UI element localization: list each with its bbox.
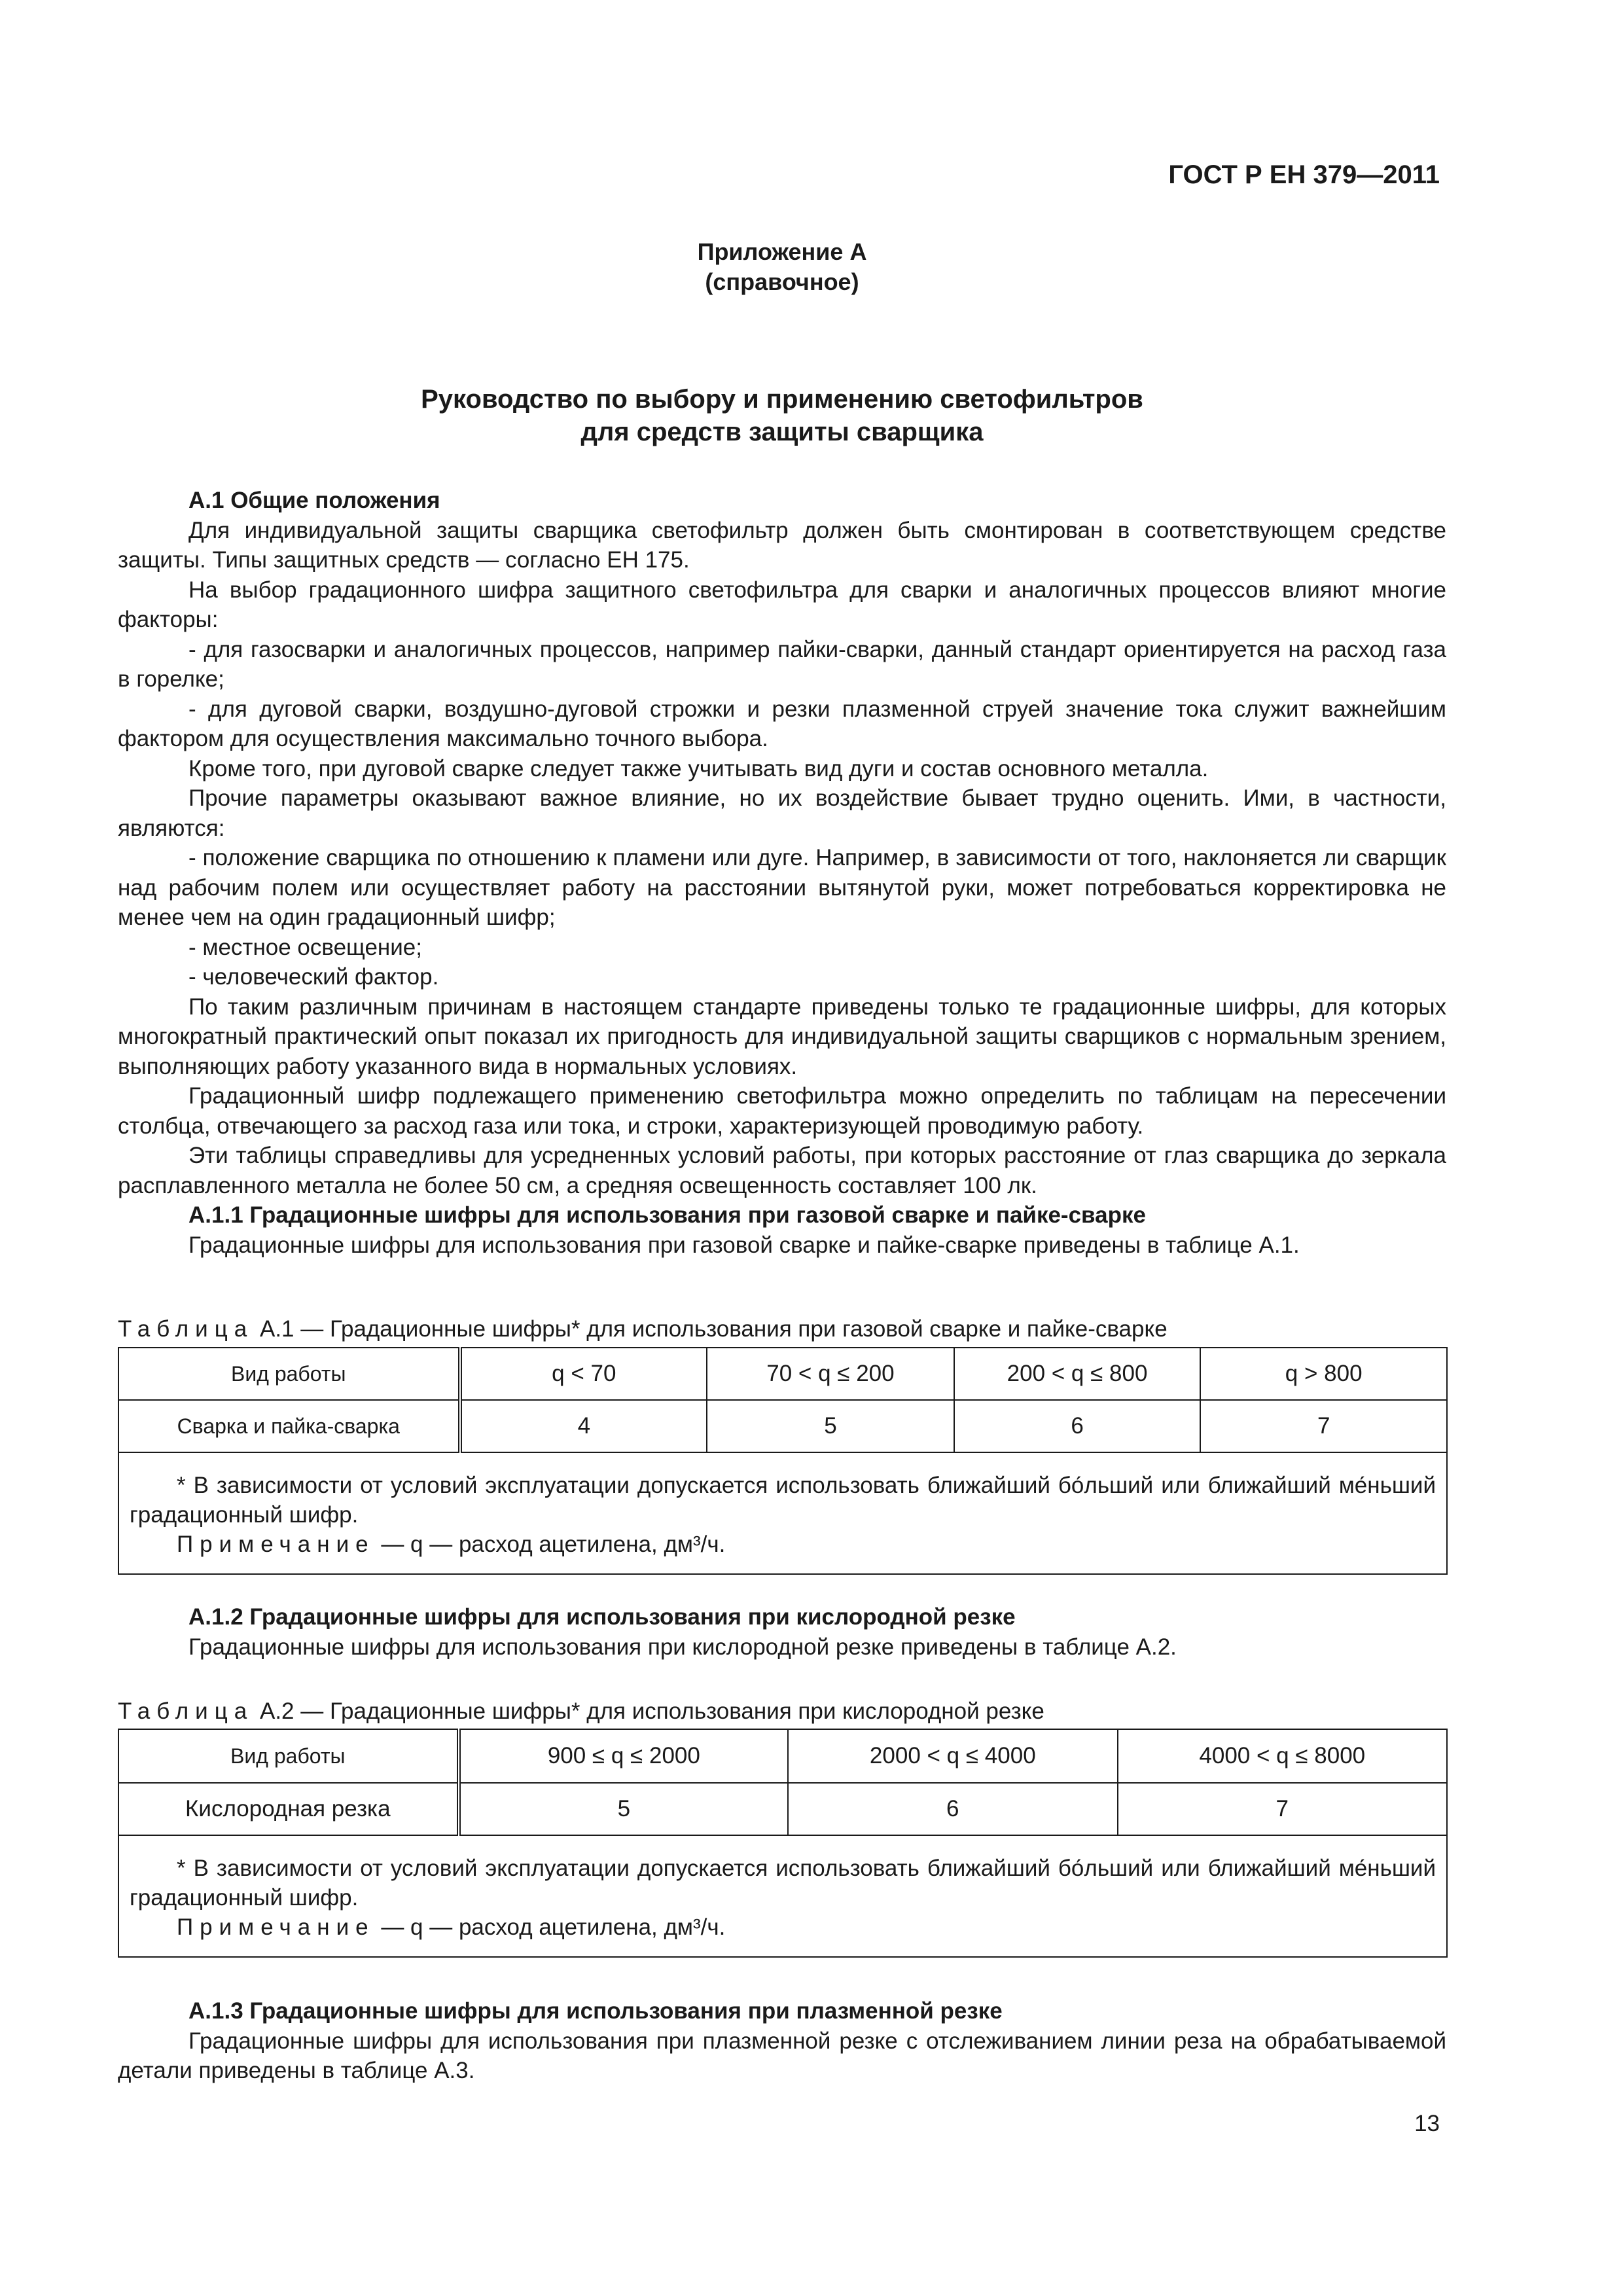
table1-caption-text: А.1 — Градационные шифры* для использования при газовой сварке и пайке-сварке [259, 1316, 1168, 1342]
table1-header-cell: 200 < q ≤ 800 [954, 1348, 1201, 1400]
table2-header-cell: Вид работы [118, 1729, 459, 1783]
appendix-heading [118, 237, 1446, 297]
section-a1 [118, 486, 1446, 1260]
paragraph: Градационные шифры для использования при кислородной резке приведены в таблице А.2. [188, 1634, 1177, 1660]
paragraph: Прочие параметры оказывают важное влияние, но их воздействие бывает трудно оценить. Ими, в частности, являются: [118, 785, 1446, 841]
table1-note-text: — q — расход ацетилена, дм³/ч. [381, 1531, 726, 1557]
list-item: - для газосварки и аналогичных процессов, например пайки-сварки, данный стандарт ориентируется на расход газа в горелке; [118, 636, 1446, 692]
table1-header-cell: q < 70 [460, 1348, 707, 1400]
page-number: 13 [1414, 2111, 1440, 2136]
table2-caption-text: А.2 — Градационные шифры* для использования при кислородной резке [259, 1698, 1044, 1724]
table2-footnote: * В зависимости от условий эксплуатации допускается использовать ближайший бо́льший или ближайший ме́ньший градационный шифр. [130, 1855, 1436, 1910]
table1-caption [118, 1314, 1446, 1344]
table2-caption [118, 1696, 1446, 1726]
paragraph: Эти таблицы справедливы для усредненных условий работы, при которых расстояние от глаз сварщика до зеркала расплавленного металла не более 50 см, а средняя освещенность составляет 100 лк. [118, 1143, 1446, 1198]
table2-header-row [118, 1729, 1447, 1783]
table1-header-cell: Вид работы [118, 1348, 460, 1400]
main-title-line2: для средств защиты сварщика [580, 418, 984, 446]
table2-cell: Кислородная резка [118, 1783, 459, 1835]
table2-header-cell: 2000 < q ≤ 4000 [788, 1729, 1117, 1783]
table2-cell: 5 [459, 1783, 788, 1835]
table2-note [130, 1912, 1436, 1942]
table2-cell: 6 [788, 1783, 1117, 1835]
table2-caption-label: Таблица [118, 1698, 254, 1724]
table1-caption-label: Таблица [118, 1316, 254, 1342]
paragraph: На выбор градационного шифра защитного светофильтра для сварки и аналогичных процессов влияют многие факторы: [118, 577, 1446, 632]
table1-notes [118, 1452, 1447, 1574]
table-a1 [118, 1347, 1448, 1575]
table1-header-cell: q > 800 [1200, 1348, 1447, 1400]
list-item: - человеческий фактор. [188, 964, 439, 990]
table2-cell: 7 [1118, 1783, 1447, 1835]
main-title [118, 383, 1446, 448]
section-a1-heading: А.1 Общие положения [188, 488, 440, 513]
appendix-title: Приложение А [697, 238, 867, 265]
table1-cell: Сварка и пайка-сварка [118, 1400, 460, 1452]
table2-note-label: Примечание [177, 1914, 375, 1940]
table1-header-cell: 70 < q ≤ 200 [707, 1348, 954, 1400]
table1-header-row [118, 1348, 1447, 1400]
section-a11-heading: А.1.1 Градационные шифры для использования при газовой сварке и пайке-сварке [188, 1202, 1146, 1228]
paragraph: Градационные шифры для использования при газовой сварке и пайке-сварке приведены в таблице А.1. [188, 1232, 1300, 1258]
section-a13-heading: А.1.3 Градационные шифры для использования при плазменной резке [188, 1998, 1003, 2024]
main-title-line1: Руководство по выбору и применению светофильтров [421, 385, 1143, 414]
paragraph: Для индивидуальной защиты сварщика светофильтр должен быть смонтирован в соответствующем средстве защиты. Типы защитных средств — согласно ЕН 175. [118, 517, 1446, 573]
table2-notes [118, 1835, 1447, 1957]
table1-cell: 4 [460, 1400, 707, 1452]
table1-data-row [118, 1400, 1447, 1452]
list-item: - положение сварщика по отношению к пламени или дуге. Например, в зависимости от того, наклоняется ли сварщик над рабочим полем или осуществляет работу на расстоянии вытянутой руки, может потребоваться корректировка не менее чем на один градационный шифр; [118, 845, 1446, 930]
table1-note-label: Примечание [177, 1531, 375, 1557]
table2-data-row [118, 1783, 1447, 1835]
table2-header-cell: 900 ≤ q ≤ 2000 [459, 1729, 788, 1783]
section-a12-heading: А.1.2 Градационные шифры для использования при кислородной резке [188, 1604, 1016, 1630]
table1-cell: 6 [954, 1400, 1201, 1452]
table1-note [130, 1530, 1436, 1559]
paragraph: Кроме того, при дуговой сварке следует также учитывать вид дуги и состав основного металла. [188, 755, 1209, 781]
table2-note-text: — q — расход ацетилена, дм³/ч. [381, 1914, 726, 1940]
appendix-subtitle: (справочное) [705, 268, 859, 295]
table1-footnote: * В зависимости от условий эксплуатации допускается использовать ближайший бо́льший или ближайший ме́ньший градационный шифр. [130, 1472, 1436, 1528]
paragraph: Градационный шифр подлежащего применению светофильтра можно определить по таблицам на пересечении столбца, отвечающего за расход газа или тока, и строки, характеризующей проводимую работу. [118, 1083, 1446, 1139]
section-a12 [118, 1602, 1446, 1662]
table2-header-cell: 4000 < q ≤ 8000 [1118, 1729, 1447, 1783]
paragraph: По таким различным причинам в настоящем стандарте приведены только те градационные шифры, для которых многократный практический опыт показал их пригодность для индивидуальной защиты сварщиков с нормальным зрением, выполняющих работу указанного вида в нормальных условиях. [118, 994, 1446, 1079]
table1-cell: 7 [1200, 1400, 1447, 1452]
paragraph: Градационные шифры для использования при плазменной резке с отслеживанием линии реза на обрабатываемой детали приведены в таблице А.3. [118, 2028, 1446, 2083]
section-a13 [118, 1996, 1446, 2086]
list-item: - для дуговой сварки, воздушно-дуговой строжки и резки плазменной струей значение тока служит важнейшим фактором для осуществления максимально точного выбора. [118, 696, 1446, 751]
table1-notes-row [118, 1452, 1447, 1574]
table1-cell: 5 [707, 1400, 954, 1452]
list-item: - местное освещение; [188, 934, 422, 960]
table2-notes-row [118, 1835, 1447, 1957]
document-code: ГОСТ Р ЕН 379—2011 [1168, 160, 1440, 189]
table-a2 [118, 1729, 1448, 1958]
